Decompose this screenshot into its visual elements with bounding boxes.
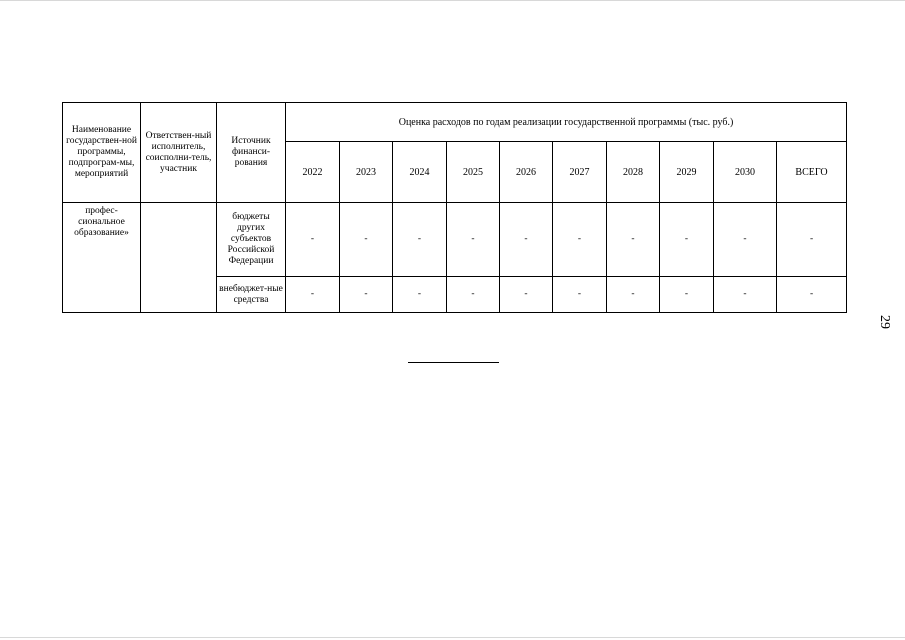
page-number: 29 [877,315,892,329]
value-cell: - [286,203,340,277]
value-cell: - [607,203,660,277]
funding-source-cell: внебюджет-ные средства [217,277,286,313]
value-cell: - [340,203,393,277]
header-expense-estimate: Оценка расходов по годам реализации государственной программы (тыс. руб.) [286,103,847,142]
year-header: 2023 [340,142,393,203]
year-header: 2028 [607,142,660,203]
value-cell: - [447,203,500,277]
value-cell: - [393,277,447,313]
header-funding-source: Источник финанси-рования [217,103,286,203]
header-executor: Ответствен-ный исполнитель, соисполни-тель, участник [141,103,217,203]
value-cell: - [500,277,553,313]
row-program-name: профес-сиональное образование» [63,203,141,313]
value-cell: - [393,203,447,277]
value-cell: - [660,277,714,313]
total-cell: - [777,277,847,313]
funding-source-cell: бюджеты других субъектов Российской Федерации [217,203,286,277]
year-header: 2026 [500,142,553,203]
year-header: 2025 [447,142,500,203]
row-executor [141,203,217,313]
total-cell: - [777,203,847,277]
value-cell: - [607,277,660,313]
year-header: 2029 [660,142,714,203]
value-cell: - [286,277,340,313]
year-header: 2022 [286,142,340,203]
header-program-name: Наименование государствен-ной программы, подпрограм-мы, мероприятий [63,103,141,203]
value-cell: - [553,277,607,313]
year-header: 2027 [553,142,607,203]
value-cell: - [553,203,607,277]
value-cell: - [340,277,393,313]
year-header: 2024 [393,142,447,203]
separator-line [408,362,499,363]
value-cell: - [714,277,777,313]
total-header: ВСЕГО [777,142,847,203]
value-cell: - [660,203,714,277]
value-cell: - [714,203,777,277]
value-cell: - [447,277,500,313]
scan-border-top [0,0,905,1]
year-header: 2030 [714,142,777,203]
value-cell: - [500,203,553,277]
budget-table [62,102,847,313]
scan-border-bottom [0,637,905,638]
